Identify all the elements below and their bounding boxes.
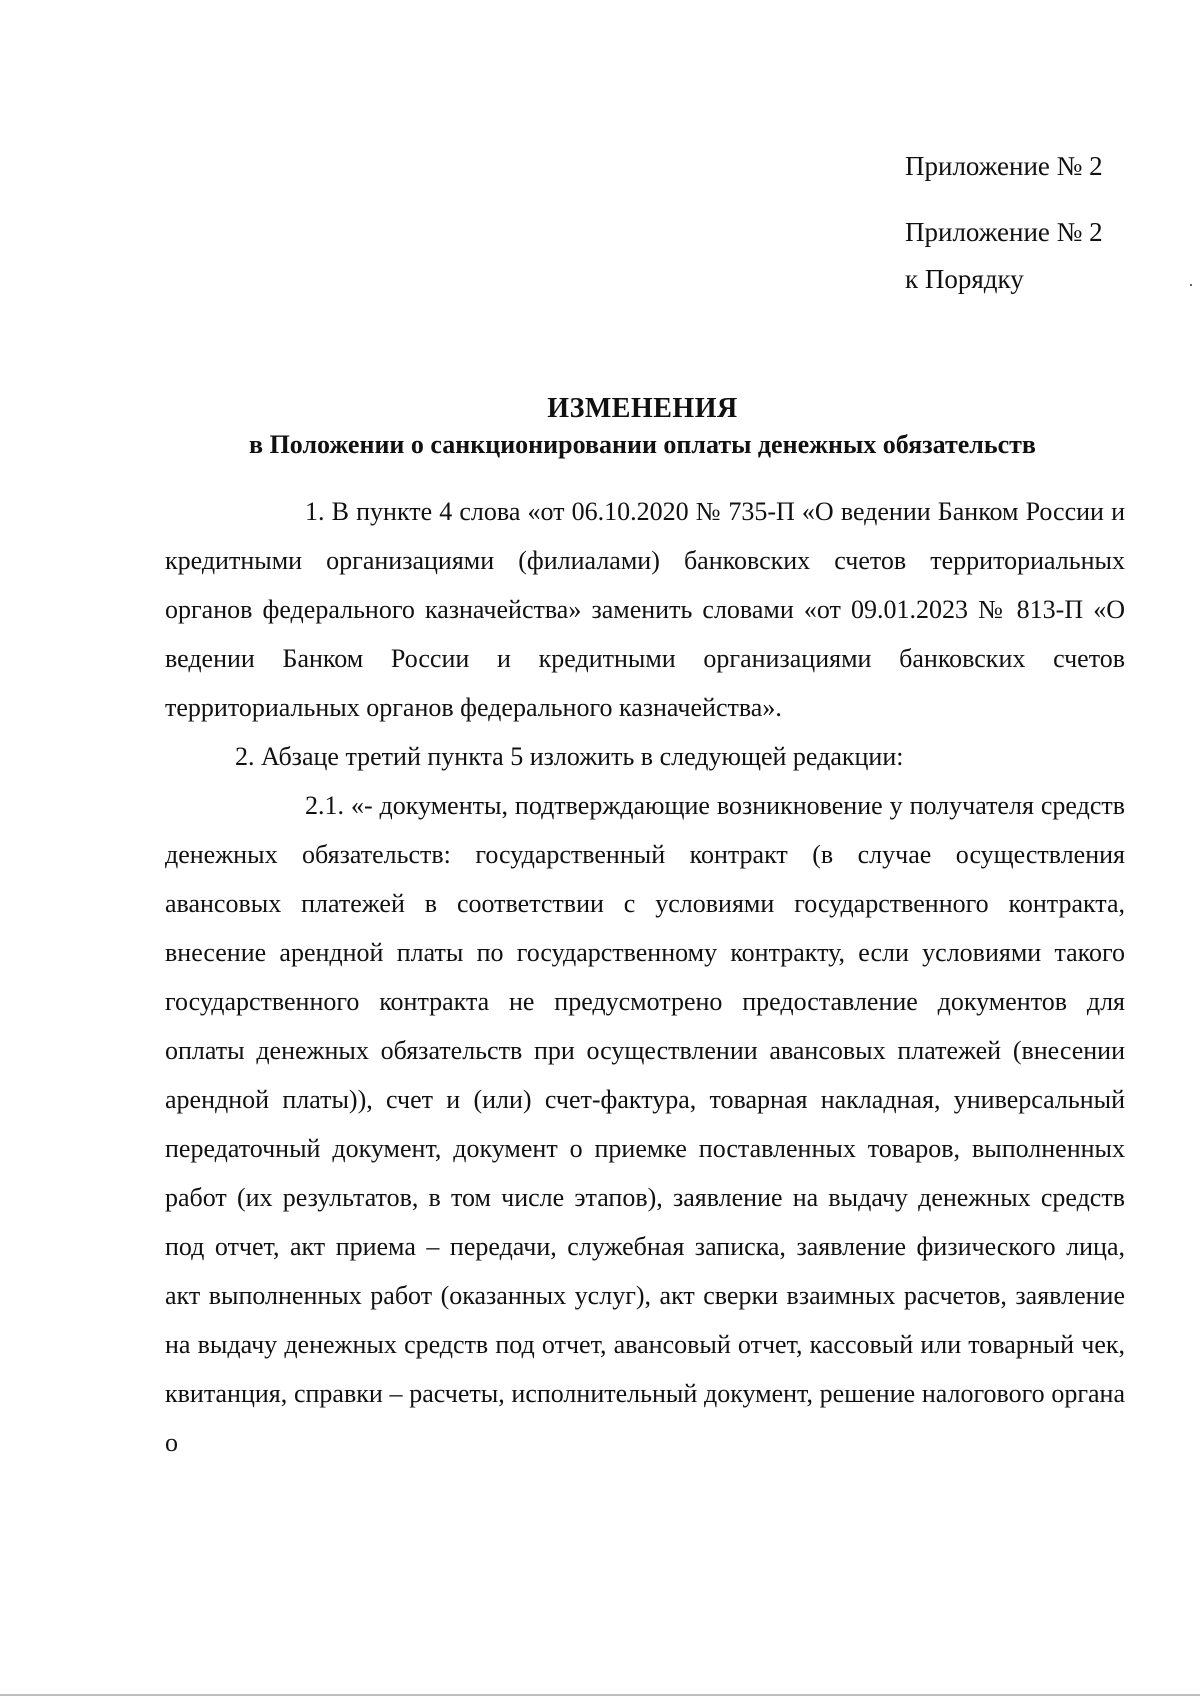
- annex-label: Приложение № 2: [905, 151, 1103, 181]
- paragraph-number: 2.: [235, 742, 255, 771]
- paragraph-text: В пункте 4 слова «от 06.10.2020 № 735-П «О ведении Банком России и кредитными организациями (филиалами) банковских счетов территориальных органов федерального казначейства» заменить словами «от 09.01.2023 № 813-П «О ведении Банком России и кредитными организациями банковских счетов территориальных органов федерального казначейства».: [165, 497, 1126, 722]
- document-body: [165, 487, 1125, 1467]
- paragraph-text: «- документы, подтверждающие возникновение у получателя средств денежных обязательств: государственный контракт (в случае осуществления авансовых платежей в соответствии с условиями государственного контракта, внесение арендной платы по государственному контракту, если условиями такого государственного контракта не предусмотрено предоставление документов для оплаты денежных обязательств при осуществлении авансовых платежей (внесении арендной платы)), счет и (или) счет-фактура, товарная накладная, универсальный передаточный документ, документ о приемке поставленных товаров, выполненных работ (их результатов, в том числе этапов), заявление на выдачу денежных средств под отчет, акт приема – передачи, служебная записка, заявление физического лица, акт выполненных работ (оказанных услуг), акт сверки взаимных расчетов, заявление на выдачу денежных средств под отчет, авансовый отчет, кассовый или товарный чек, квитанция, справки – расчеты, исполнительный документ, решение налогового органа о: [165, 791, 1126, 1457]
- paragraph-text: Абзаце третий пункта 5 изложить в следующей редакции:: [261, 742, 904, 771]
- paragraph-number: 1.: [305, 497, 325, 526]
- annex-reference-label: Приложение № 2: [905, 217, 1103, 247]
- annex-reference-target: к Порядку: [905, 264, 1024, 294]
- paragraph-2: [165, 732, 1125, 781]
- document-subtitle: в Положении о санкционировании оплаты денежных обязательств: [249, 430, 1036, 459]
- paragraph-1: [165, 487, 1125, 732]
- paragraph-number: 2.1.: [305, 791, 344, 820]
- paragraph-2-1: [165, 781, 1125, 1467]
- scan-edge-line: [0, 1694, 1200, 1696]
- document-title: ИЗМЕНЕНИЯ: [547, 393, 738, 424]
- scan-artifact: [1190, 284, 1192, 286]
